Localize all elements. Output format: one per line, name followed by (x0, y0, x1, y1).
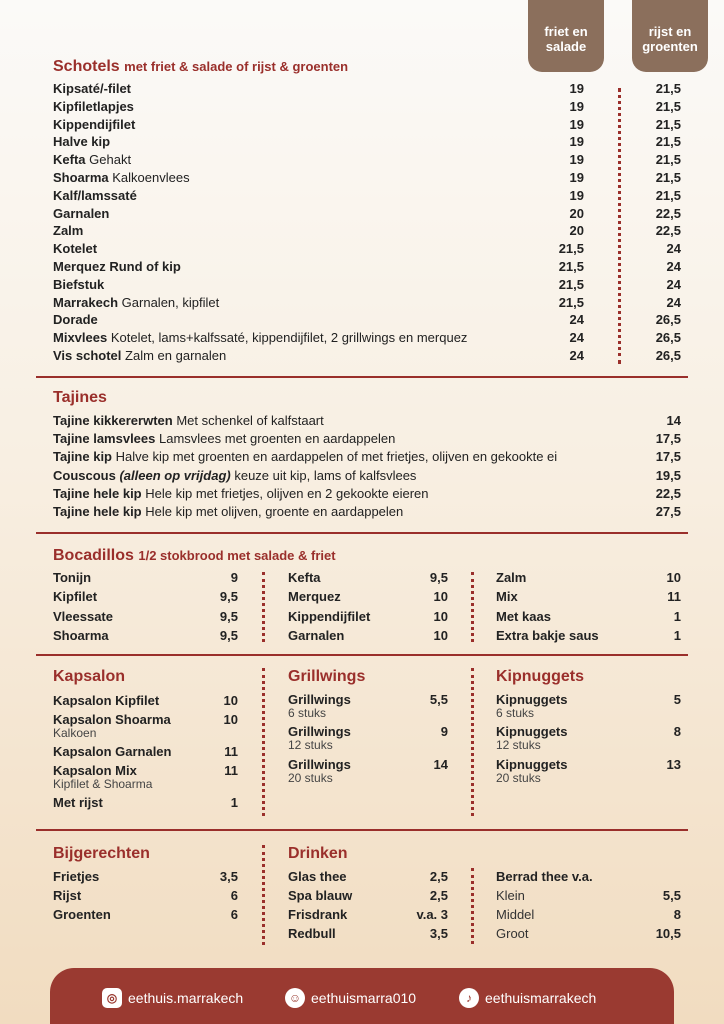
column-divider (262, 572, 265, 642)
item-name: Tajine lamsvlees (53, 431, 156, 447)
item-description: Kotelet, lams+kalfssaté, kippendijfilet, 2 grillwings en merquez (110, 330, 468, 346)
price-rijst: 21,5 (655, 187, 681, 203)
price-rijst: 24 (666, 294, 681, 310)
price-friet: 19 (569, 81, 584, 96)
item-price: 5,5 (429, 692, 448, 707)
menu-item-name: Extra bakje saus (496, 627, 599, 643)
price-rijst: 24 (666, 259, 681, 274)
item-price: 13 (666, 757, 681, 772)
item-name: Vis schotel (53, 348, 122, 363)
item-price: 1 (673, 627, 681, 643)
menu-item-name: Groot (496, 926, 529, 941)
item-name: Biefstuk (53, 276, 105, 292)
menu-item-row (53, 430, 395, 447)
menu-item-name: Met kaas (496, 608, 551, 624)
item-price: v.a. 3 (416, 907, 448, 922)
item-name: Tajine kikkererwten (53, 413, 173, 428)
item-subtext: 12 stuks (288, 738, 333, 752)
menu-item-name: Rijst (53, 888, 82, 903)
item-name: Shoarma (53, 170, 109, 185)
menu-item-row (53, 222, 83, 239)
item-name: Kipsaté/-filet (53, 81, 132, 96)
bocadillos-title: Bocadillos 1/2 stokbrood met salade & friet (53, 547, 336, 564)
item-subtext: 6 stuks (496, 706, 535, 720)
item-subtext: Kipfilet & Shoarma (53, 777, 153, 791)
menu-item-row (53, 329, 467, 346)
item-description: Met schenkel of kalfstaart (176, 413, 324, 428)
kapsalon-title: Kapsalon (53, 668, 126, 685)
menu-item-name: Zalm (496, 570, 527, 585)
menu-item-row (53, 347, 226, 364)
menu-item-name: Shoarma (53, 627, 109, 643)
menu-item-name: Grillwings (288, 757, 351, 772)
instagram-icon: ◎ (102, 988, 122, 1008)
item-price: 5,5 (662, 888, 681, 903)
item-name: Kippendijfilet (53, 116, 136, 132)
item-name: Tajine kip (53, 449, 112, 465)
divider-line (36, 654, 688, 656)
menu-item-name: Kipnuggets (496, 757, 568, 772)
price-rijst: 22,5 (655, 223, 681, 239)
divider-line (36, 532, 688, 534)
menu-item-name: Grillwings (288, 692, 351, 707)
item-name: Kefta (53, 152, 86, 168)
item-price: 11 (224, 763, 238, 778)
item-price: 9 (230, 570, 238, 585)
item-name: Couscous (53, 467, 116, 483)
tiktok-link[interactable] (459, 987, 596, 1009)
price-rijst: 21,5 (655, 98, 681, 114)
item-price: 10,5 (655, 926, 681, 941)
price-rijst: 22,5 (655, 205, 681, 221)
price-friet: 21,5 (558, 259, 584, 274)
price-rijst: 26,5 (655, 312, 681, 328)
price-friet: 20 (569, 223, 584, 239)
tiktok-handle: eethuismarrakech (485, 990, 597, 1006)
column-divider (471, 668, 474, 816)
item-price: 6 (230, 907, 238, 922)
item-description: Zalm en garnalen (125, 348, 227, 363)
price-friet: 21,5 (558, 241, 584, 257)
snapchat-link[interactable] (285, 987, 416, 1009)
item-name: Dorade (53, 312, 98, 328)
divider-line (36, 829, 688, 831)
item-price: 8 (673, 907, 681, 922)
item-name: Kalf/lamssaté (53, 187, 137, 203)
price-friet: 19 (569, 116, 584, 132)
item-name: Mixvlees (53, 330, 108, 346)
item-description: Gehakt (89, 152, 132, 168)
menu-item-name: Merquez (288, 589, 341, 605)
menu-item-name: Garnalen (288, 627, 345, 643)
bijgerechten-title: Bijgerechten (53, 845, 150, 862)
menu-item-row (53, 240, 97, 257)
item-name: Kipfiletlapjes (53, 98, 134, 114)
menu-item-row (53, 294, 219, 311)
snapchat-icon: ☺ (285, 988, 305, 1008)
price-rijst: 24 (666, 276, 681, 292)
menu-item-name: Mix (496, 589, 518, 605)
price-friet: 19 (569, 187, 584, 203)
menu-item-row (53, 258, 181, 275)
drinken-title: Drinken (288, 845, 348, 862)
item-name: Halve kip (53, 134, 111, 150)
item-price: 10 (433, 589, 448, 605)
menu-item-name: Kapsalon Shoarma (53, 712, 171, 727)
item-description: Hele kip met frietjes, olijven en 2 gekookte eieren (145, 485, 429, 501)
price-friet: 24 (569, 312, 584, 328)
price-rijst: 21,5 (655, 116, 681, 132)
item-price: 9,5 (219, 627, 238, 643)
tiktok-icon: ♪ (459, 988, 479, 1008)
menu-item-name: Kipfilet (53, 589, 98, 605)
menu-item-name: Kefta (288, 570, 321, 585)
menu-item-row (53, 98, 134, 115)
menu-item-row (53, 187, 137, 204)
item-price: 9 (440, 724, 448, 739)
menu-item-name: Kapsalon Garnalen (53, 744, 172, 759)
item-price: 11 (667, 589, 681, 605)
item-price: 1 (673, 608, 681, 624)
menu-item-row (53, 412, 324, 429)
item-price: 17,5 (655, 449, 681, 465)
item-name: Merquez Rund of kip (53, 259, 181, 274)
menu-item-name: Glas thee (288, 869, 347, 884)
menu-item-name: Klein (496, 888, 525, 903)
menu-item-row (53, 133, 110, 150)
item-price: 10 (433, 627, 448, 643)
item-name: Tajine hele kip (53, 504, 142, 519)
price-rijst: 21,5 (655, 81, 681, 96)
item-name: Tajine hele kip (53, 485, 142, 501)
column-header-friet: friet en salade (528, 0, 604, 72)
price-rijst: 26,5 (655, 330, 681, 346)
menu-item-row (53, 448, 557, 465)
item-name: Marrakech (53, 294, 119, 310)
item-description: Halve kip met groenten en aardappelen of met frietjes, olijven en gekookte ei (115, 449, 558, 465)
menu-item-name: Redbull (288, 926, 336, 941)
schotels-divider (618, 88, 621, 364)
menu-item-name: Frisdrank (288, 907, 348, 922)
berrad-title: Berrad thee v.a. (496, 869, 593, 884)
menu-item-row (53, 503, 403, 520)
item-subtext: Kalkoen (53, 726, 97, 740)
menu-item-name: Grillwings (288, 724, 351, 739)
grillwings-title: Grillwings (288, 668, 366, 685)
instagram-link[interactable] (102, 987, 243, 1009)
price-friet: 19 (569, 152, 584, 168)
menu-item-row (53, 485, 429, 502)
divider-line (36, 376, 688, 378)
item-description: Lamsvlees met groenten en aardappelen (159, 431, 396, 447)
item-price: 3,5 (429, 926, 448, 941)
price-friet: 24 (569, 330, 584, 346)
item-description: Garnalen, kipfilet (121, 294, 220, 310)
item-price: 2,5 (429, 869, 448, 884)
item-description: keuze uit kip, lams of kalfsvlees (234, 467, 417, 483)
item-price: 9,5 (429, 570, 448, 585)
menu-item-row (53, 80, 131, 97)
price-rijst: 21,5 (655, 170, 681, 185)
menu-item-name: Kipnuggets (496, 692, 568, 707)
menu-item-name: Frietjes (53, 869, 100, 884)
item-price: 1 (230, 795, 238, 810)
column-header-rijst: rijst en groenten (632, 0, 708, 72)
menu-item-row (53, 467, 416, 484)
item-name: Kotelet (53, 241, 98, 257)
item-price: 10 (223, 712, 238, 727)
menu-item-name: Kapsalon Kipfilet (53, 693, 160, 708)
item-price: 10 (223, 693, 238, 708)
schotels-title: Schotels met friet & salade of rijst & groenten (53, 58, 349, 75)
item-description: Kalkoenvlees (112, 170, 190, 185)
menu-item-name: Kippendijfilet (288, 608, 371, 624)
price-friet: 20 (569, 205, 584, 221)
snapchat-handle: eethuismarra010 (311, 990, 417, 1006)
item-price: 5 (673, 692, 681, 707)
menu-item-name: Vleessate (53, 608, 113, 624)
column-divider (262, 845, 265, 945)
column-divider (471, 572, 474, 642)
item-price: 9,5 (219, 608, 238, 624)
item-name: Zalm (53, 223, 84, 239)
item-name: Garnalen (53, 205, 110, 221)
menu-item-row (53, 276, 104, 293)
menu-item-row (53, 311, 98, 328)
item-price: 14 (433, 757, 448, 772)
price-friet: 19 (569, 134, 584, 150)
menu-item-row (53, 116, 135, 133)
item-subtext: 20 stuks (288, 771, 333, 785)
item-note: (alleen op vrijdag) (119, 467, 231, 483)
item-price: 17,5 (655, 431, 681, 447)
menu-item-name: Spa blauw (288, 888, 353, 903)
item-price: 8 (673, 724, 681, 739)
menu-item-row (53, 151, 131, 168)
menu-item-name: Tonijn (53, 570, 92, 585)
price-friet: 19 (569, 170, 584, 185)
price-friet: 21,5 (558, 276, 584, 292)
tajines-title: Tajines (53, 389, 107, 406)
item-price: 10 (433, 608, 448, 624)
menu-item-name: Middel (496, 907, 535, 922)
menu-item-name: Kipnuggets (496, 724, 568, 739)
item-description: Hele kip met olijven, groente en aardappelen (145, 504, 404, 519)
item-price: 2,5 (429, 888, 448, 903)
instagram-handle: eethuis.marrakech (128, 990, 244, 1006)
item-subtext: 12 stuks (496, 738, 541, 752)
menu-item-name: Groenten (53, 907, 111, 922)
item-price: 9,5 (219, 589, 238, 605)
item-price: 10 (666, 570, 681, 585)
price-rijst: 21,5 (655, 134, 681, 150)
item-price: 19,5 (655, 467, 681, 483)
menu-item-name: Kapsalon Mix (53, 763, 137, 778)
kipnuggets-title: Kipnuggets (496, 668, 584, 685)
item-price: 22,5 (655, 485, 681, 501)
column-divider (471, 868, 474, 944)
menu-item-row (53, 169, 190, 186)
item-price: 14 (666, 413, 681, 428)
price-friet: 21,5 (558, 294, 584, 310)
item-price: 11 (224, 744, 238, 759)
item-price: 27,5 (655, 504, 681, 519)
price-friet: 24 (569, 348, 584, 363)
item-subtext: 6 stuks (288, 706, 327, 720)
price-rijst: 26,5 (655, 348, 681, 363)
item-price: 3,5 (219, 869, 238, 884)
menu-item-name: Met rijst (53, 795, 103, 810)
price-rijst: 24 (666, 241, 681, 257)
column-divider (262, 668, 265, 816)
price-rijst: 21,5 (655, 152, 681, 168)
item-price: 6 (230, 888, 238, 903)
price-friet: 19 (569, 98, 584, 114)
item-subtext: 20 stuks (496, 771, 541, 785)
menu-item-row (53, 205, 109, 222)
